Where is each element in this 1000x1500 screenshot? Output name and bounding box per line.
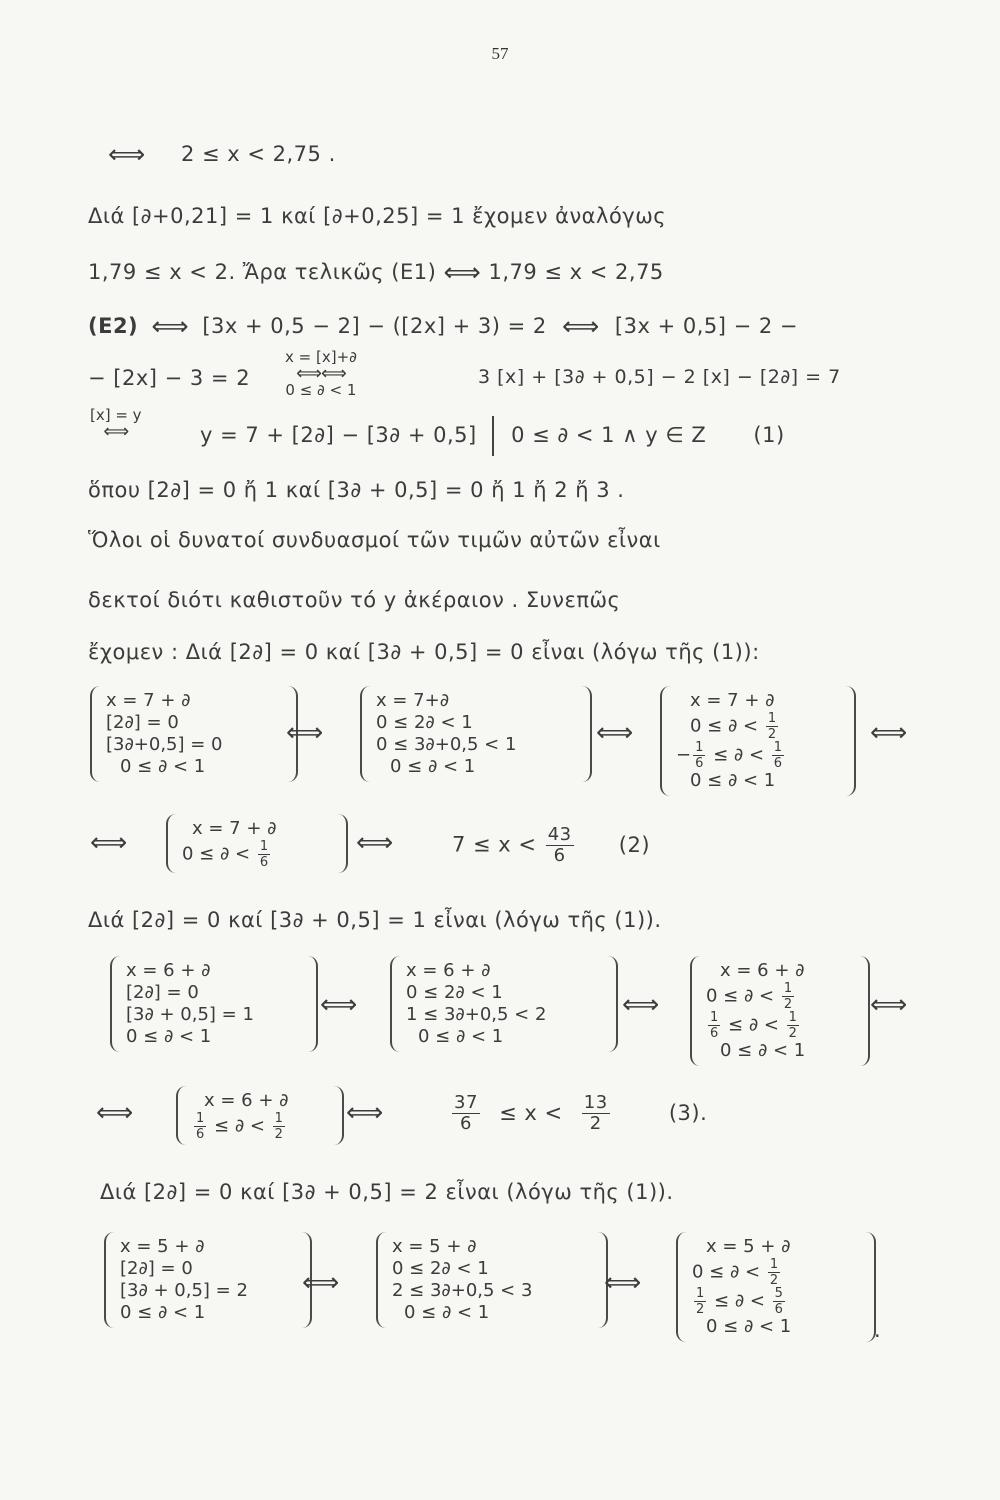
line-2: Διά [∂+0,21] = 1 καί [∂+0,25] = 1 ἔχομεν ἀναλόγως — [88, 204, 667, 228]
equivalence-arrow: ⟺ — [286, 718, 324, 748]
system-3b — [376, 1232, 608, 1328]
equivalence-arrow: ⟺ — [443, 258, 482, 288]
equivalence-arrow: ⟺ — [604, 1268, 642, 1298]
result-system-1 — [166, 814, 348, 873]
line-3-text: 1,79 ≤ x < 2. Ἄρα τελικῶς (E1) — [88, 260, 437, 284]
system-row: x = 7 + ∂ — [106, 690, 191, 711]
line-1 — [108, 140, 336, 170]
system-1b — [360, 686, 592, 782]
system-row: − $\frac{1}{6}$ ≤ ∂ < $\frac{1}{6}$ — [676, 740, 783, 771]
system-row: $\frac{1}{2}$ ≤ ∂ < $\frac{5}{6}$ — [696, 1286, 783, 1317]
system-row: 0 ≤ 3∂+0,5 < 1 — [376, 734, 517, 755]
line-7: ὅπου [2∂] = 0 ἤ 1 καί [3∂ + 0,5] = 0 ἤ 1 ἤ 2 ἤ 3 . — [88, 478, 625, 502]
system-row: [3∂+0,5] = 0 — [106, 734, 223, 755]
substitution-under: 0 ≤ ∂ < 1 — [285, 381, 357, 399]
line-11: Διά [2∂] = 0 καί [3∂ + 0,5] = 1 εἶναι (λόγω τῆς (1)). — [88, 908, 662, 932]
system-1a — [90, 686, 298, 782]
line-4-equation: [3x + 0,5 − 2] − ([2x] + 3) = 2 — [202, 314, 547, 338]
system-row: x = 6 + ∂ — [720, 960, 805, 981]
system-row: 0 ≤ ∂ < 1 — [120, 1302, 206, 1323]
result-system-2 — [176, 1086, 344, 1145]
system-row: [3∂ + 0,5] = 1 — [126, 1004, 254, 1025]
system-row: x = 6 + ∂ — [204, 1090, 289, 1111]
system-row: $\frac{1}{6}$ ≤ ∂ < $\frac{1}{2}$ — [196, 1111, 283, 1142]
line-3-result: 1,79 ≤ x < 2,75 — [488, 260, 664, 284]
long-arrow-icon: ⟺⟺ — [296, 363, 346, 384]
system-row: 0 ≤ ∂ < $\frac{1}{2}$ — [706, 981, 793, 1012]
system-3a — [104, 1232, 312, 1328]
system-row: 0 ≤ ∂ < 1 — [390, 756, 476, 777]
system-row: x = 7+∂ — [376, 690, 450, 711]
equivalence-arrow: ⟺ — [302, 1268, 340, 1298]
substitution-arrow — [285, 350, 357, 398]
line-9: δεκτοί διότι καθιστοῦν τό y ἀκέραιον . Συνεπῶς — [88, 588, 621, 612]
system-row: [2∂] = 0 — [106, 712, 179, 733]
equation-label-e2: (E2) — [88, 314, 139, 338]
page-number: 57 — [491, 44, 509, 63]
system-row: 1 ≤ 3∂+0,5 < 2 — [406, 1004, 547, 1025]
system-row: 0 ≤ 2∂ < 1 — [376, 712, 473, 733]
equivalence-arrow: ⟺ — [596, 718, 634, 748]
system-row: 0 ≤ ∂ < 1 — [404, 1302, 490, 1323]
system-row: 0 ≤ ∂ < 1 — [690, 770, 776, 791]
line-6-equation: y = 7 + [2∂] − [3∂ + 0,5] — [200, 423, 477, 447]
equation-tag-1: (1) — [753, 423, 785, 447]
system-2c — [690, 956, 870, 1066]
system-row: 0 ≤ 2∂ < 1 — [392, 1258, 489, 1279]
line-5-tail: 3 [x] + [3∂ + 0,5] − 2 [x] − [2∂] = 7 — [478, 366, 841, 388]
system-3c — [676, 1232, 876, 1342]
system-row: 0 ≤ ∂ < $\frac{1}{6}$ — [182, 839, 269, 870]
system-row: 0 ≤ ∂ < 1 — [120, 756, 206, 777]
equivalence-arrow: ⟺ — [108, 140, 146, 170]
system-row: 0 ≤ ∂ < 1 — [720, 1040, 806, 1061]
system-row: [2∂] = 0 — [120, 1258, 193, 1279]
system-row: x = 5 + ∂ — [120, 1236, 205, 1257]
equivalence-arrow: ⟺ — [622, 990, 660, 1020]
equivalence-arrow: ⟺ — [90, 828, 128, 858]
system-row: 0 ≤ ∂ < $\frac{1}{2}$ — [690, 711, 777, 742]
inequality: 2 ≤ x < 2,75 . — [180, 142, 336, 166]
system-2b — [390, 956, 618, 1052]
equivalence-arrow: ⟺ — [356, 828, 394, 858]
result-1: 7 ≤ x < $\frac{43}{6}$ (2) — [452, 824, 651, 866]
line-4 — [88, 312, 798, 342]
system-row: $\frac{1}{6}$ ≤ ∂ < $\frac{1}{2}$ — [710, 1010, 797, 1041]
equivalence-arrow: ⟺ — [870, 718, 908, 748]
system-row: 0 ≤ ∂ < 1 — [126, 1026, 212, 1047]
line-12: Διά [2∂] = 0 καί [3∂ + 0,5] = 2 εἶναι (λόγω τῆς (1)). — [100, 1180, 674, 1204]
system-row: 2 ≤ 3∂+0,5 < 3 — [392, 1280, 533, 1301]
equivalence-arrow: ⟺ — [561, 312, 600, 342]
system-row: x = 6 + ∂ — [126, 960, 211, 981]
system-row: [3∂ + 0,5] = 2 — [120, 1280, 248, 1301]
system-row: [2∂] = 0 — [126, 982, 199, 1003]
system-row: 0 ≤ ∂ < 1 — [706, 1316, 792, 1337]
final-period: . — [874, 1318, 882, 1342]
system-2a — [110, 956, 318, 1052]
result-inequality: ≤ x < — [499, 1100, 563, 1125]
line-5-lead: − [2x] − 3 = 2 — [88, 366, 251, 390]
result-2: $\frac{37}{6}$ ≤ x < $\frac{13}{2}$ (3). — [454, 1092, 708, 1134]
system-row: 0 ≤ ∂ < $\frac{1}{2}$ — [692, 1257, 779, 1288]
substitution-over-y: [x] = y — [90, 406, 142, 424]
equation-tag-3: (3). — [668, 1100, 708, 1125]
system-row: x = 7 + ∂ — [690, 690, 775, 711]
line-3 — [88, 258, 664, 288]
substitution-arrow-y — [90, 408, 142, 441]
system-1c — [660, 686, 856, 796]
long-arrow-icon: ⟺ — [103, 421, 129, 442]
equivalence-arrow: ⟺ — [320, 990, 358, 1020]
system-row: 0 ≤ 2∂ < 1 — [406, 982, 503, 1003]
result-inequality: 7 ≤ x < — [452, 832, 537, 857]
system-row: x = 7 + ∂ — [192, 818, 277, 839]
system-row: 0 ≤ ∂ < 1 — [418, 1026, 504, 1047]
separator-bar — [492, 416, 494, 456]
equivalence-arrow: ⟺ — [346, 1098, 384, 1128]
line-10: ἔχομεν : Διά [2∂] = 0 καί [3∂ + 0,5] = 0 εἶναι (λόγω τῆς (1)): — [88, 640, 760, 664]
substitution-over: x = [x]+∂ — [285, 348, 357, 366]
system-row: x = 5 + ∂ — [392, 1236, 477, 1257]
equivalence-arrow: ⟺ — [96, 1098, 134, 1128]
line-4-tail: [3x + 0,5] − 2 − — [614, 314, 799, 338]
equation-tag-2: (2) — [618, 832, 651, 857]
system-row: x = 6 + ∂ — [406, 960, 491, 981]
equivalence-arrow: ⟺ — [151, 312, 190, 342]
system-row: x = 5 + ∂ — [706, 1236, 791, 1257]
line-6 — [200, 416, 785, 456]
line-6-condition: 0 ≤ ∂ < 1 ∧ y ∈ Z — [511, 423, 707, 447]
equivalence-arrow: ⟺ — [870, 990, 908, 1020]
line-8: Ὅλοι οἱ δυνατοί συνδυασμοί τῶν τιμῶν αὐτῶν εἶναι — [88, 528, 661, 552]
